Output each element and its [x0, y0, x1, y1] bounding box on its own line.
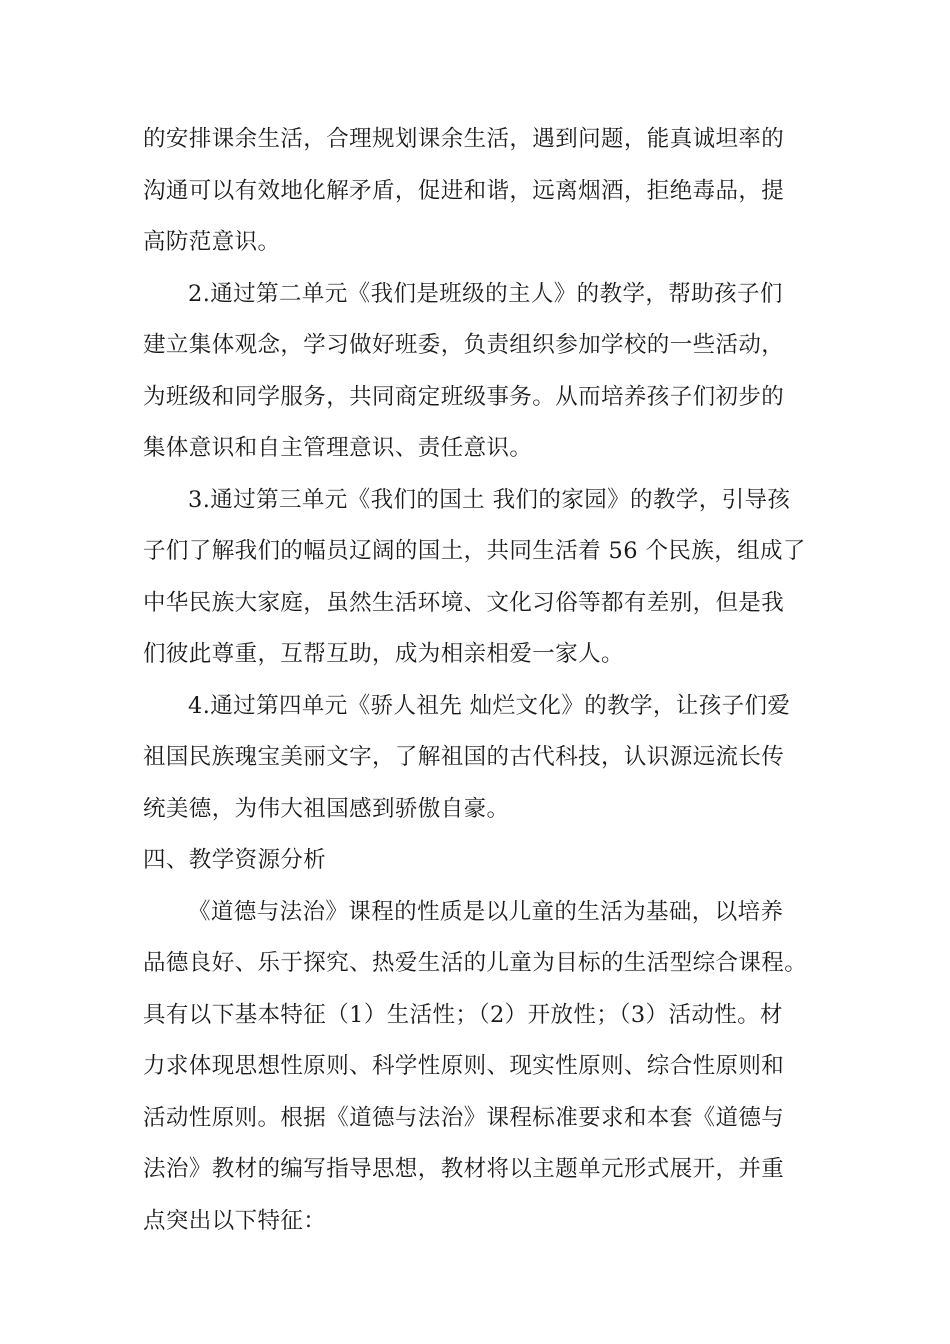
heading-text: 四、教学资源分析: [143, 847, 327, 873]
text-line: 品德良好、乐于探究、热爱生活的儿童为目标的生活型综合课程。: [143, 950, 808, 976]
text-line: 的安排课余生活，合理规划课余生活，遇到问题，能真诚坦率的: [143, 126, 785, 152]
section-heading: [143, 835, 807, 887]
text-line: 们彼此尊重，互帮互助，成为相亲相爱一家人。: [143, 641, 624, 667]
text-line: 《道德与法治》课程的性质是以儿童的生活为基础，以培养: [188, 898, 784, 925]
text-line: 3.通过第三单元《我们的国土 我们的家园》的教学，引导孩: [188, 486, 791, 513]
text-line: 集体意识和自主管理意识、责任意识。: [143, 435, 533, 461]
text-line: 为班级和同学服务，共同商定班级事务。从而培养孩子们初步的: [143, 383, 785, 410]
text-line: 4.通过第四单元《骄人祖先 灿烂文化》的教学，让孩子们爱: [188, 692, 791, 719]
text-line: 沟通可以有效地化解矛盾，促进和谐，远离烟酒，拒绝毒品，提: [143, 177, 785, 204]
paragraph-continuation: [143, 114, 807, 269]
paragraph-unit-2: [143, 269, 807, 475]
text-line: 具有以下基本特征（1）生活性；（2）开放性；（3）活动性。材: [143, 1001, 783, 1028]
body-text: [143, 114, 807, 1247]
text-line: 点突出以下特征：: [143, 1207, 327, 1234]
text-line: 活动性原则。根据《道德与法治》课程标准要求和本套《道德与: [143, 1104, 785, 1131]
paragraph-unit-4: [143, 681, 807, 836]
text-line: 高防范意识。: [143, 229, 281, 255]
text-line: 统美德，为伟大祖国感到骄傲自豪。: [143, 795, 510, 822]
text-line: 法治》教材的编写指导思想，教材将以主题单元形式展开，并重: [143, 1156, 785, 1182]
text-line: 中华民族大家庭，虽然生活环境、文化习俗等都有差别，但是我: [143, 589, 785, 616]
text-line: 建立集体观念，学习做好班委，负责组织参加学校的一些活动，: [143, 332, 785, 358]
paragraph-resource-analysis: [143, 887, 807, 1248]
text-line: 子们了解我们的幅员辽阔的国土，共同生活着 56 个民族，组成了: [143, 538, 806, 564]
text-line: 2.通过第二单元《我们是班级的主人》的教学，帮助孩子们: [188, 280, 783, 307]
paragraph-unit-3: [143, 475, 807, 681]
text-line: 力求体现思想性原则、科学性原则、现实性原则、综合性原则和: [143, 1053, 785, 1079]
text-line: 祖国民族瑰宝美丽文字，了解祖国的古代科技，认识源远流长传: [143, 744, 785, 770]
